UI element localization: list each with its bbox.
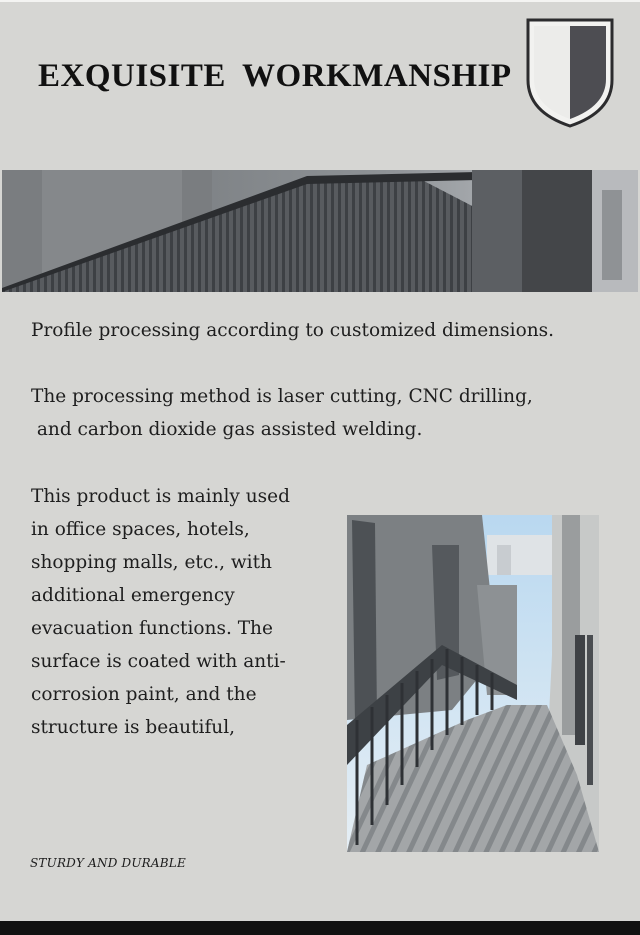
bottom-bar xyxy=(0,921,640,935)
staircase-photo xyxy=(347,515,599,852)
method-text xyxy=(31,380,533,446)
intro-text: Profile processing according to customized dimensions. xyxy=(31,320,554,341)
shield-icon xyxy=(524,16,616,130)
usage-text: This product is mainly used in office spaces, hotels, shopping malls, etc., with additional emergency evacuation functions. The surface is coated with anti-corrosion paint, and the structure is beautiful, xyxy=(31,486,290,738)
banner-photo-staircase xyxy=(2,170,638,292)
page-title: EXQUISITE WORKMANSHIP xyxy=(38,58,512,94)
method-line-2: and carbon dioxide gas assisted welding. xyxy=(31,419,423,440)
tagline: STURDY AND DURABLE xyxy=(30,856,186,870)
top-strip xyxy=(0,0,640,2)
method-line-1: The processing method is laser cutting, CNC drilling, xyxy=(31,386,533,407)
